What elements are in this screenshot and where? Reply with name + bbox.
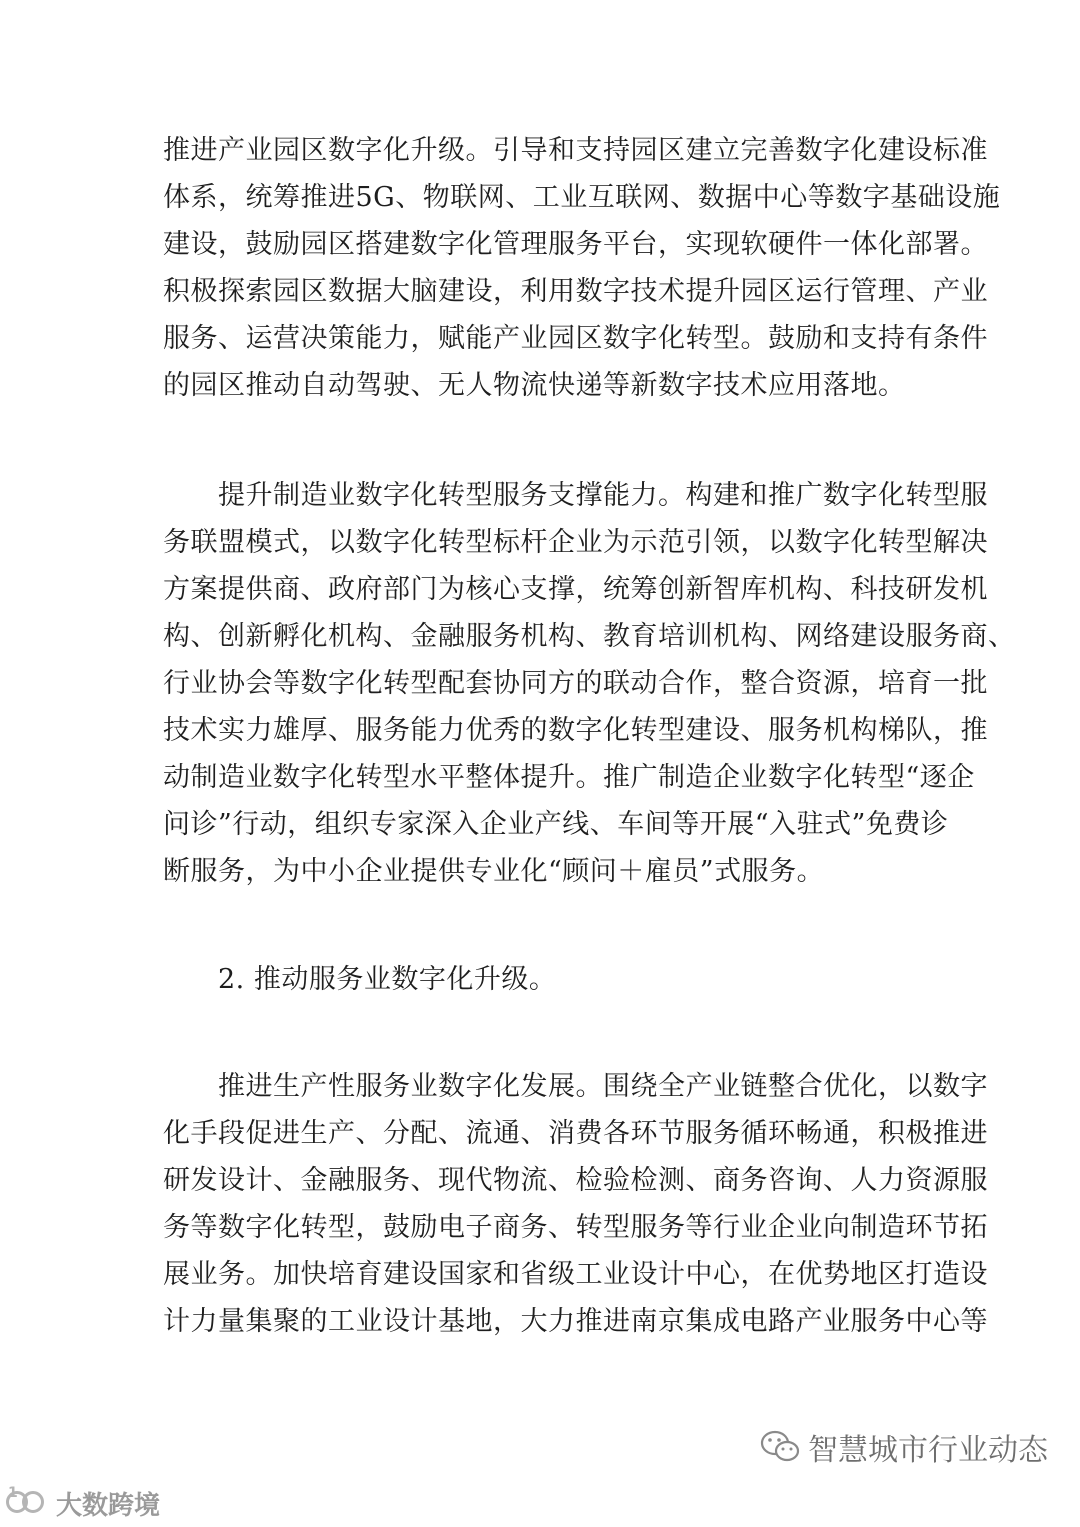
text-line: 务联盟模式，以数字化转型标杆企业为示范引领，以数字化转型解决 <box>163 527 988 558</box>
text-line: 推进生产性服务业数字化发展。围绕全产业链整合优化，以数字 <box>218 1071 988 1102</box>
wechat-icon <box>760 1430 800 1464</box>
text-line: 动制造业数字化转型水平整体提升。推广制造企业数字化转型“逐企 <box>163 762 975 793</box>
text-line: 服务、运营决策能力，赋能产业园区数字化转型。鼓励和支持有条件 <box>163 323 988 354</box>
text-line: 行业协会等数字化转型配套协同方的联动合作，整合资源，培育一批 <box>163 668 988 699</box>
text-line: 计力量集聚的工业设计基地，大力推进南京集成电路产业服务中心等 <box>163 1306 988 1337</box>
text-line: 方案提供商、政府部门为核心支撑，统筹创新智库机构、科技研发机 <box>163 574 988 605</box>
text-line: 提升制造业数字化转型服务支撑能力。构建和推广数字化转型服 <box>218 480 988 511</box>
text-line: 断服务，为中小企业提供专业化“顾问＋雇员”式服务。 <box>163 856 825 887</box>
text-line: 建设，鼓励园区搭建数字化管理服务平台，实现软硬件一体化部署。 <box>163 229 988 260</box>
watermark-left <box>6 1486 160 1520</box>
text-line: 积极探索园区数据大脑建设，利用数字技术提升园区运行管理、产业 <box>163 276 988 307</box>
double-circle-logo-icon: 1 <box>6 1489 52 1517</box>
text-line: 化手段促进生产、分配、流通、消费各环节服务循环畅通，积极推进 <box>163 1118 988 1149</box>
text-line: 展业务。加快培育建设国家和省级工业设计中心，在优势地区打造设 <box>163 1259 988 1290</box>
text-line: 的园区推动自动驾驶、无人物流快递等新数字技术应用落地。 <box>163 370 906 401</box>
text-line: 研发设计、金融服务、现代物流、检验检测、商务咨询、人力资源服 <box>163 1165 988 1196</box>
text-line: 2. 推动服务业数字化升级。 <box>218 964 557 995</box>
watermark-left-text: 大数跨境 <box>56 1490 161 1521</box>
text-line: 务等数字化转型，鼓励电子商务、转型服务等行业企业向制造环节拓 <box>163 1212 988 1243</box>
text-line: 问诊”行动，组织专家深入企业产线、车间等开展“入驻式”免费诊 <box>163 809 949 840</box>
watermark-right-text: 智慧城市行业动态 <box>808 1433 1048 1468</box>
text-line: 体系，统筹推进5G、物联网、工业互联网、数据中心等数字基础设施 <box>163 182 1001 213</box>
text-line: 推进产业园区数字化升级。引导和支持园区建立完善数字化建设标准 <box>163 135 988 166</box>
watermark-right <box>760 1425 1048 1469</box>
text-line: 构、创新孵化机构、金融服务机构、教育培训机构、网络建设服务商、 <box>163 621 1016 652</box>
text-line: 技术实力雄厚、服务能力优秀的数字化转型建设、服务机构梯队，推 <box>163 715 988 746</box>
